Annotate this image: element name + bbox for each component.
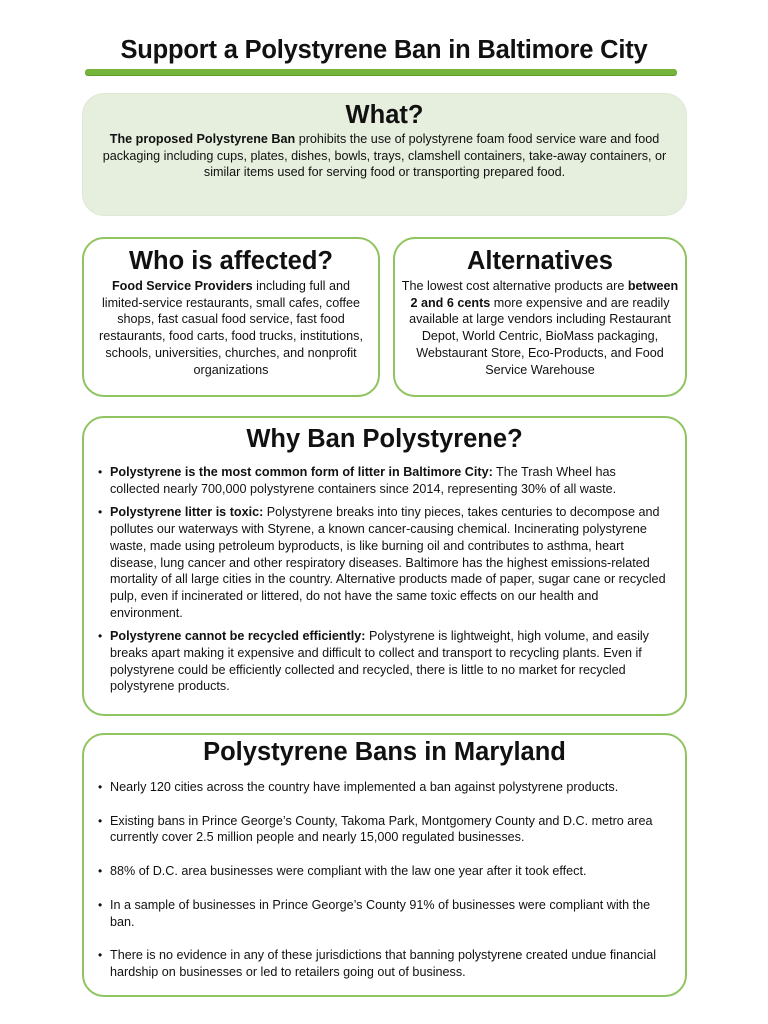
why-bullet-lead: Polystyrene is the most common form of litter in Baltimore City: [110,465,493,479]
maryland-bullet-text: 88% of D.C. area businesses were compliant with the law one year after it took effect. [110,864,587,879]
maryland-bullet-item [84,779,685,796]
why-bullet-text: The Trash Wheel has collected nearly 700,000 polystyrene containers since 2014, representing 30% of all waste. [110,465,617,496]
who-lead: Food Service Providers [111,279,253,293]
alternatives-paragraph [395,278,685,378]
why-ban-box [82,416,687,716]
why-heading: Why Ban Polystyrene? [246,425,523,453]
alternatives-text-before: The lowest cost alternative products are [401,279,628,293]
who-affected-box [82,237,380,397]
who-heading: Who is affected? [128,247,333,275]
who-paragraph [84,278,378,378]
what-lead: The proposed Polystyrene Ban [109,132,296,146]
bullet-icon: • [98,780,103,794]
why-bullet-text: Polystyrene is lightweight, high volume, and easily breaks apart making it expensive and difficult to collect and transport to recycling plants. Even if polystyrene could be efficiently collected and recycled, there is little to no market for recycled polystyrene products. [110,629,649,694]
maryland-bullet-text: There is no evidence in any of these jurisdictions that banning polystyrene created undue financial hardship on businesses or led to retailers going out of business. [110,948,657,979]
alternatives-box [393,237,687,397]
bullet-icon: • [98,897,103,912]
maryland-bullet-item [84,863,685,880]
maryland-bullet-list [84,779,685,981]
who-text: including full and limited-service restaurants, small cafes, coffee shops, fast casual food service, fast food restaurants, food carts, food trucks, institutions, schools, universities, churches, and nonprofit organizations [99,279,363,377]
what-box [82,93,687,216]
maryland-bans-box [82,733,687,997]
maryland-bullet-item [84,897,685,930]
bullet-icon: • [98,465,103,479]
alternatives-text-after: more expensive and are readily available at large vendors including Restaurant Depot, World Centric, BioMass packaging, Webstaurant Store, Eco-Products, and Food Service Warehouse [409,295,671,377]
why-bullet-lead: Polystyrene litter is toxic: [110,505,264,520]
why-bullet-list [84,464,685,695]
maryland-bullet-text: Existing bans in Prince George’s County, Takoma Park, Montgomery County and D.C. metro area currently cover 2.5 million people and nearly 15,000 regulated businesses. [110,813,653,845]
why-bullet-item [84,504,685,621]
alternatives-heading: Alternatives [467,247,613,275]
title-underline [85,69,677,75]
what-heading: What? [345,101,424,129]
why-bullet-text: Polystyrene breaks into tiny pieces, takes centuries to decompose and pollutes our waterways with Styrene, a known cancer-causing chemical. Incinerating polystyrene waste, made using petroleum byproducts, is like burning oil and contributes to asthma, heart disease, lung cancer and other respiratory diseases. Baltimore has the highest emissions-related mortality of all large cities in the country. Alternative products made of paper, sugar cane or recycled pulp, even if incinerated or littered, do not have the same toxic effects on our health and environment. [110,505,666,620]
maryland-bullet-text: Nearly 120 cities across the country have implemented a ban against polystyrene products. [110,780,619,794]
bullet-icon: • [98,505,103,520]
why-bullet-item [84,464,685,497]
bullet-icon: • [98,948,103,963]
why-bullet-lead: Polystyrene cannot be recycled efficiently: [110,629,366,644]
bullet-icon: • [98,813,103,828]
page-title: Support a Polystyrene Ban in Baltimore City [120,36,648,64]
alternatives-cost-bold: between 2 and 6 cents [410,279,679,310]
maryland-bullet-text: In a sample of businesses in Prince George’s County 91% of businesses were compliant with the ban. [110,897,651,929]
why-bullet-item [84,628,685,695]
maryland-bullet-item [84,947,685,980]
what-paragraph [83,131,686,181]
maryland-heading: Polystyrene Bans in Maryland [203,738,566,766]
maryland-bullet-item [84,813,685,846]
bullet-icon: • [98,629,103,644]
bullet-icon: • [98,864,103,879]
what-text: prohibits the use of polystyrene foam food service ware and food packaging including cups, plates, dishes, bowls, trays, clamshell containers, take-away containers, or similar items used for serving food or transporting prepared food. [102,132,667,180]
